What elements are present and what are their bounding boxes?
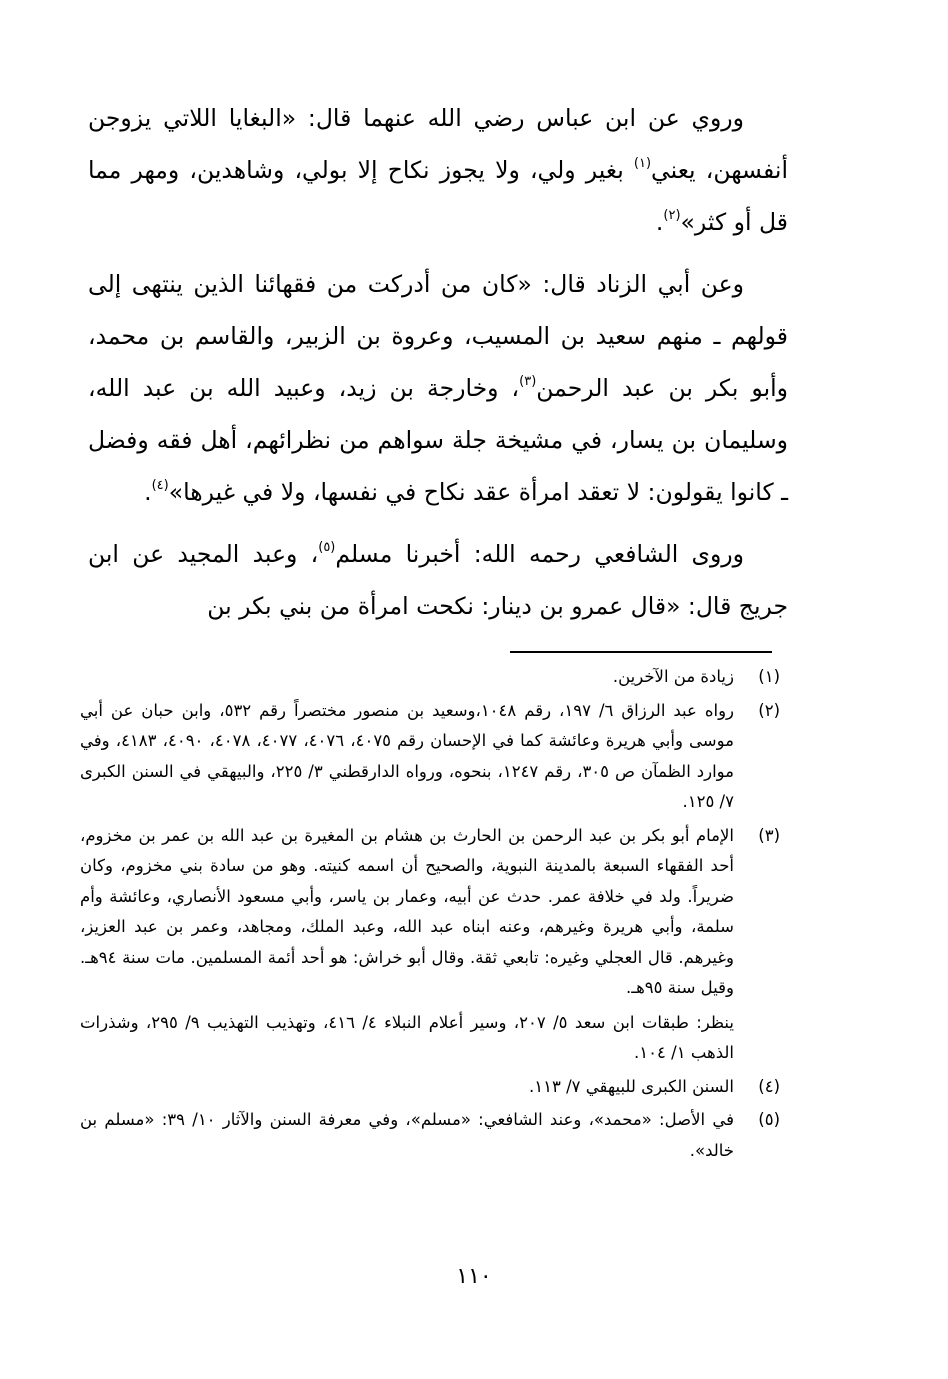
footnote-number: (٢) [758, 700, 780, 720]
footnote [80, 821, 780, 1069]
footnote-separator [510, 651, 772, 653]
paragraph-text: بغير ولي، ولا يجوز نكاح إلا بولي، وشاهدين، ومهر مما قل أو كثر» [88, 156, 788, 236]
paragraph-text: . [144, 478, 152, 506]
paragraph-text: وروى الشافعي رحمه الله: أخبرنا مسلم [335, 540, 744, 568]
paragraph-text: وعن أبي الزناد قال: «كان من أدركت من فقهائنا الذين ينتهى إلى قولهم ـ منهم سعيد بن المسيب، وعروة بن الزبير، والقاسم بن محمد، وأبو بكر بن عبد الرحمن [88, 270, 788, 402]
paragraph-text: وروي عن ابن عباس رضي الله عنهما قال: «البغايا اللاتي يزوجن أنفسهن، يعني [88, 104, 788, 184]
footnote-text: ينظر: طبقات ابن سعد ٥/ ٢٠٧، وسير أعلام النبلاء ٤/ ٤١٦، وتهذيب التهذيب ٩/ ٢٩٥، وشذرات الذهب ١/ ١٠٤. [80, 1012, 734, 1062]
paragraph [88, 258, 788, 518]
footnote-number: (١) [758, 667, 780, 686]
footnote [80, 1072, 780, 1103]
footnote-number: (٥) [758, 1110, 780, 1129]
footnote [80, 1105, 780, 1166]
paragraph [88, 92, 788, 248]
paragraph-text: . [655, 208, 664, 236]
footnote-number: (٣) [758, 825, 780, 845]
main-text [88, 92, 788, 642]
footnote-number: (٤) [758, 1076, 780, 1096]
page-number: ١١٠ [456, 1264, 492, 1289]
paragraph-text: ، وخارجة بن زيد، وعبيد الله بن عبد الله، وسليمان بن يسار، في مشيخة جلة سواهم من نظرائهم، أهل فقه وفضل ـ كانوا يقولون: لا تعقد امرأة عقد نكاح في نفسها، ولا في غيرها» [88, 374, 788, 506]
footnote-ref: (٥) [318, 540, 336, 556]
footnote-ref: (٢) [663, 208, 681, 224]
footnote-text: في الأصل: «محمد»، وعند الشافعي: «مسلم»، وفي معرفة السنن والآثار ١٠/ ٣٩: «مسلم بن خالد». [80, 1110, 734, 1160]
footnote [80, 696, 780, 818]
footnote-text: زيادة من الآخرين. [612, 667, 734, 686]
footnote-ref: (٣) [519, 374, 537, 390]
footnote-text: السنن الكبرى للبيهقي ٧/ ١١٣. [528, 1076, 734, 1096]
footnote [80, 662, 780, 693]
footnotes [80, 660, 780, 1169]
paragraph [88, 528, 788, 632]
paragraph-text: ، وعبد المجيد عن ابن جريج قال: «قال عمرو بن دينار: نكحت امرأة من بني بكر بن [88, 540, 788, 620]
footnote-ref: (٤) [151, 478, 169, 494]
footnote-ref: (١) [633, 156, 652, 172]
footnote-text: رواه عبد الرزاق ٦/ ١٩٧، رقم ١٠٤٨،وسعيد بن منصور مختصراً رقم ٥٣٢، وابن حبان عن أبي موسى وأبي هريرة وعائشة كما في الإحسان رقم ٤٠٧٥، ٤٠٧٦، ٤٠٧٧، ٤٠٧٨، ٤٠٩٠، ٤١٨٣، وفي موارد الظمآن ص ٣٠٥، رقم ١٢٤٧، بنحوه، ورواه الدارقطني ٣/ ٢٢٥، والبيهقي في السنن الكبرى ٧/ ١٢٥. [80, 700, 735, 811]
footnote-text: الإمام أبو بكر بن عبد الرحمن بن الحارث بن هشام بن المغيرة بن عبد الله بن عمر بن مخزوم، أحد الفقهاء السبعة بالمدينة النبوية، والصحيح أن اسمه كنيته. وهو من سادة بني مخزوم، وكان ضريراً. ولد في خلافة عمر. حدث عن أبيه، وعمار بن ياسر، وأبي مسعود الأنصاري، وعائشة وأم سلمة، وأبي هريرة وغيرهم، وعنه ابناه عبد الله، وعبد الملك، ومجاهد، وعمر بن عبد العزيز، وغيرهم. قال العجلي وغيره: تابعي ثقة. وقال أبو خراش: هو أحد أئمة المسلمين. مات سنة ٩٤هـ. وقيل سنة ٩٥هـ. [80, 825, 734, 997]
